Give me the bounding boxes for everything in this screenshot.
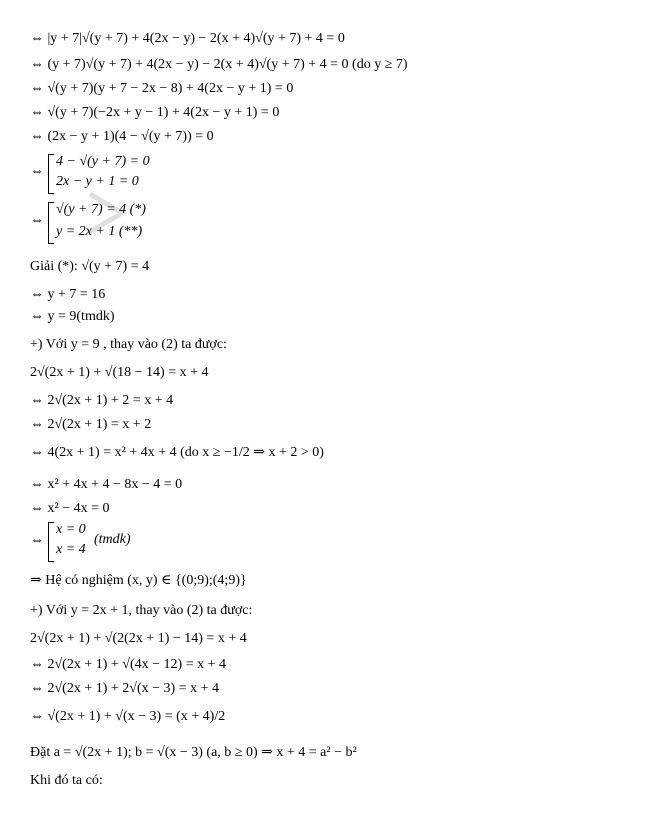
- system-2-row-2: y = 2x + 1 (**): [56, 224, 143, 239]
- system-1-row-1: 4 − √(y + 7) = 0: [56, 154, 150, 169]
- solve-star-line: Giải (*): √(y + 7) = 4: [30, 259, 150, 274]
- equation-line-5: ⇔ (2x − y + 1)(4 − √(y + 7)) = 0: [30, 129, 214, 144]
- equation-line-16: ⇔ x² + 4x + 4 − 8x − 4 = 0: [30, 477, 183, 492]
- equiv-symbol: ⇔: [30, 164, 44, 179]
- system-3-condition: (tmdk): [94, 532, 131, 547]
- closing-line: Khi đó ta có:: [30, 773, 103, 788]
- equation-line-2: ⇔ (y + 7)√(y + 7) + 4(2x − y) − 2(x + 4)√(y + 7) + 4 = 0 (do y ≥ 7): [30, 57, 408, 72]
- equiv-symbol: ⇔: [30, 533, 44, 548]
- substitution-line: Đặt a = √(2x + 1); b = √(x − 3) (a, b ≥ 0) ⇒ x + 4 = a² − b²: [30, 745, 357, 760]
- equation-line-13: ⇔ 2√(2x + 1) + 2 = x + 4: [30, 393, 174, 408]
- equation-line-14: ⇔ 2√(2x + 1) = x + 2: [30, 417, 152, 432]
- equation-line-10: ⇔ y = 9(tmdk): [30, 309, 115, 324]
- equation-line-22: ⇔ 2√(2x + 1) + √(4x − 12) = x + 4: [30, 657, 226, 672]
- equation-line-9: ⇔ y + 7 = 16: [30, 287, 106, 302]
- equation-line-12: 2√(2x + 1) + √(18 − 14) = x + 4: [30, 365, 209, 380]
- system-2-row-1: √(y + 7) = 4 (*): [56, 202, 146, 217]
- watermark-logo: [84, 188, 128, 238]
- case-2-heading: +) Với y = 2x + 1, thay vào (2) ta được:: [30, 603, 253, 618]
- equation-line-24: ⇔ √(2x + 1) + √(x − 3) = (x + 4)/2: [30, 709, 226, 724]
- system-3-row-2: x = 4: [56, 542, 86, 557]
- equation-line-23: ⇔ 2√(2x + 1) + 2√(x − 3) = x + 4: [30, 681, 219, 696]
- equation-line-1: ⇔ |y + 7|√(y + 7) + 4(2x − y) − 2(x + 4)√(y + 7) + 4 = 0: [30, 31, 345, 46]
- equation-line-3: ⇔ √(y + 7)(y + 7 − 2x − 8) + 4(2x − y + 1) = 0: [30, 81, 294, 96]
- equation-line-17: ⇔ x² − 4x = 0: [30, 501, 110, 516]
- left-bracket: [48, 202, 54, 244]
- left-bracket: [48, 154, 54, 194]
- case-1-heading: +) Với y = 9 , thay vào (2) ta được:: [30, 337, 227, 352]
- equation-line-15: ⇔ 4(2x + 1) = x² + 4x + 4 (do x ≥ −1/2 ⇒ x + 2 > 0): [30, 445, 324, 460]
- left-bracket: [48, 522, 54, 562]
- solution-summary: ⇒ Hệ có nghiệm (x, y) ∈ {(0;9);(4;9)}: [30, 573, 247, 588]
- equation-line-4: ⇔ √(y + 7)(−2x + y − 1) + 4(2x − y + 1) = 0: [30, 105, 280, 120]
- equation-line-21: 2√(2x + 1) + √(2(2x + 1) − 14) = x + 4: [30, 631, 247, 646]
- system-1-row-2: 2x − y + 1 = 0: [56, 174, 139, 189]
- equiv-symbol: ⇔: [30, 213, 44, 228]
- system-3-row-1: x = 0: [56, 522, 86, 537]
